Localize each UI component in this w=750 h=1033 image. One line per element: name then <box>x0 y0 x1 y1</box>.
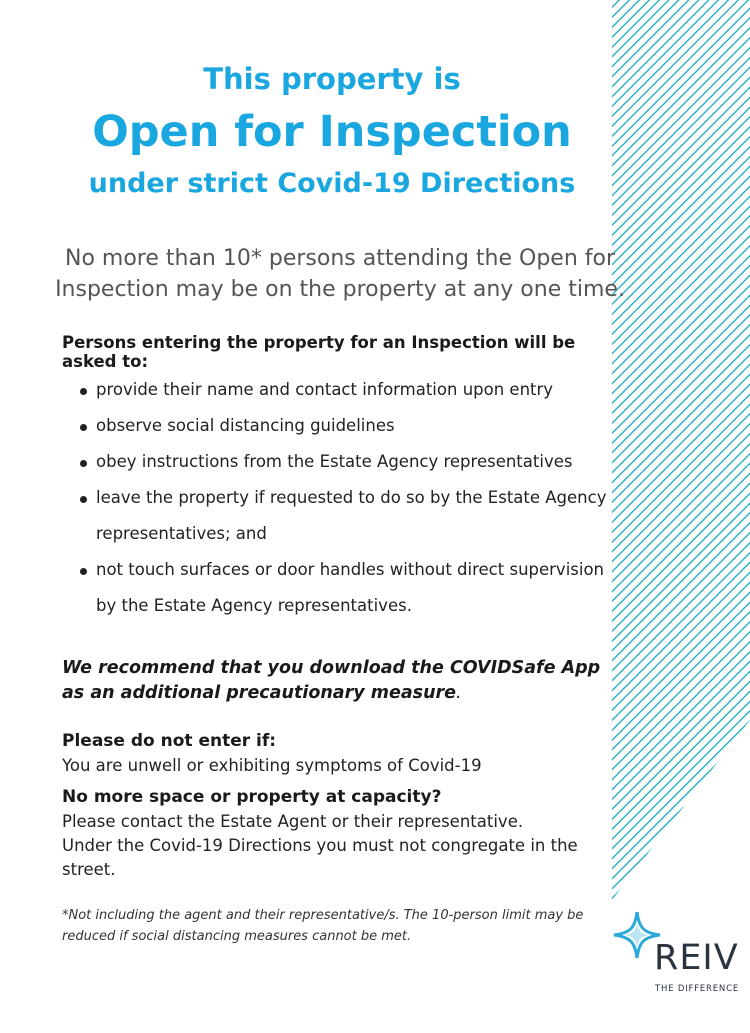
capacity-section <box>62 785 607 882</box>
list-item: observe social distancing guidelines <box>80 408 610 444</box>
app-recommendation: We recommend that you download the COVIDSafe App as an additional precautionary measure. <box>62 658 601 703</box>
attendance-limit-text: No more than 10* persons attending the Open for Inspection may be on the property at any one time. <box>55 246 625 302</box>
bullet-icon <box>80 424 87 431</box>
logo-wordmark: REIV <box>654 938 739 978</box>
heading-line-3: under strict Covid-19 Directions <box>88 168 576 199</box>
intro-text: Persons entering the property for an Inspection will be asked to: <box>62 333 576 371</box>
list-item: provide their name and contact information upon entry <box>80 372 610 408</box>
do-not-enter-text: You are unwell or exhibiting symptoms of Covid-19 <box>62 756 482 775</box>
bullet-icon <box>80 388 87 395</box>
do-not-enter-heading: Please do not enter if: <box>62 731 277 751</box>
list-item: leave the property if requested to do so by the Estate Agency representatives; and <box>80 480 610 552</box>
list-item: not touch surfaces or door handles without direct supervision by the Estate Agency representatives. <box>80 552 610 624</box>
capacity-heading: No more space or property at capacity? <box>62 787 442 807</box>
heading-line-1: This property is <box>203 62 461 96</box>
do-not-enter-section <box>62 729 607 778</box>
logo-tagline: THE DIFFERENCE <box>655 984 739 994</box>
bullet-icon <box>80 496 87 503</box>
capacity-text-2: Under the Covid-19 Directions you must not congregate in the street. <box>62 836 578 879</box>
list-item: obey instructions from the Estate Agency representatives <box>80 444 610 480</box>
capacity-text-1: Please contact the Estate Agent or their representative. <box>62 812 524 831</box>
footnote: *Not including the agent and their representative/s. The 10-person limit may be reduced if social distancing measures cannot be met. <box>62 908 584 944</box>
heading-main-title: Open for Inspection <box>92 107 572 157</box>
bullet-icon <box>80 460 87 467</box>
bullet-icon <box>80 568 87 575</box>
requirements-list <box>80 372 610 624</box>
